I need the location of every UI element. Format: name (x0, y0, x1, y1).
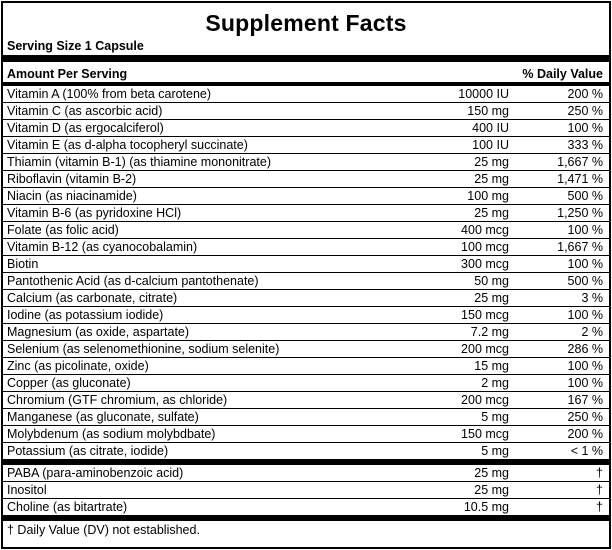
nutrient-amount: 2 mg (481, 376, 509, 390)
nutrient-name: Folate (as folic acid) (7, 223, 119, 237)
nutrient-amount: 25 mg (474, 483, 509, 497)
nutrient-amount: 25 mg (474, 291, 509, 305)
nutrient-amount: 100 mg (467, 189, 509, 203)
serving-size: Serving Size 1 Capsule (3, 39, 609, 62)
nutrient-amount: 150 mg (467, 104, 509, 118)
nutrient-daily-value: † (596, 483, 603, 497)
nutrient-name: Chromium (GTF chromium, as chloride) (7, 393, 228, 407)
footnote: † Daily Value (DV) not established. (7, 523, 200, 537)
table-row (3, 222, 609, 239)
nutrient-amount: 100 mcg (461, 240, 509, 254)
nutrient-name: PABA (para-aminobenzoic acid) (7, 466, 184, 480)
other-ingredients-list (3, 465, 609, 521)
nutrient-amount: 25 mg (474, 206, 509, 220)
nutrient-name: Calcium (as carbonate, citrate) (7, 291, 178, 305)
nutrient-amount: 25 mg (474, 172, 509, 186)
nutrient-amount: 25 mg (474, 155, 509, 169)
nutrient-amount: 100 IU (472, 138, 509, 152)
nutrient-name: Molybdenum (as sodium molybdbate) (7, 427, 216, 441)
nutrient-name: Vitamin B-12 (as cyanocobalamin) (7, 240, 198, 254)
table-row (3, 443, 609, 465)
nutrient-name: Manganese (as gluconate, sulfate) (7, 410, 199, 424)
nutrient-daily-value: 167 % (567, 393, 603, 407)
nutrient-daily-value: 100 % (567, 308, 603, 322)
nutrient-amount: 7.2 mg (470, 325, 509, 339)
nutrient-name: Vitamin D (as ergocalciferol) (7, 121, 164, 135)
nutrient-daily-value: † (596, 466, 603, 480)
daily-value-label: % Daily Value (522, 67, 603, 81)
nutrient-daily-value: 333 % (567, 138, 603, 152)
nutrient-amount: 150 mcg (461, 427, 509, 441)
nutrient-amount: 400 mcg (461, 223, 509, 237)
nutrient-name: Vitamin C (as ascorbic acid) (7, 104, 163, 118)
table-row (3, 86, 609, 103)
nutrient-amount: 400 IU (472, 121, 509, 135)
nutrient-daily-value: 1,667 % (557, 155, 603, 169)
table-row (3, 256, 609, 273)
nutrient-name: Thiamin (vitamin B-1) (as thiamine mononitrate) (7, 155, 271, 169)
nutrient-name: Riboflavin (vitamin B-2) (7, 172, 137, 186)
table-row (3, 205, 609, 222)
table-row (3, 358, 609, 375)
nutrient-daily-value: 1,667 % (557, 240, 603, 254)
nutrient-amount: 300 mcg (461, 257, 509, 271)
nutrient-amount: 5 mg (481, 410, 509, 424)
table-row (3, 307, 609, 324)
table-row (3, 188, 609, 205)
nutrient-daily-value: 2 % (581, 325, 603, 339)
table-row (3, 392, 609, 409)
nutrient-daily-value: 1,471 % (557, 172, 603, 186)
nutrient-daily-value: 100 % (567, 376, 603, 390)
nutrient-daily-value: 200 % (567, 87, 603, 101)
nutrient-name: Iodine (as potassium iodide) (7, 308, 164, 322)
nutrient-name: Niacin (as niacinamide) (7, 189, 137, 203)
nutrient-daily-value: 250 % (567, 410, 603, 424)
nutrient-amount: 150 mcg (461, 308, 509, 322)
table-row (3, 375, 609, 392)
nutrient-daily-value: 286 % (567, 342, 603, 356)
table-row (3, 273, 609, 290)
panel-title: Supplement Facts (205, 10, 407, 36)
nutrient-daily-value: 1,250 % (557, 206, 603, 220)
nutrient-name: Vitamin A (100% from beta carotene) (7, 87, 212, 101)
nutrient-daily-value: † (596, 500, 603, 514)
nutrient-amount: 200 mcg (461, 393, 509, 407)
nutrient-amount: 5 mg (481, 444, 509, 458)
nutrient-daily-value: 100 % (567, 121, 603, 135)
table-row (3, 465, 609, 482)
nutrient-name: Magnesium (as oxide, aspartate) (7, 325, 190, 339)
nutrient-amount: 50 mg (474, 274, 509, 288)
nutrient-name: Choline (as bitartrate) (7, 500, 128, 514)
nutrient-name: Zinc (as picolinate, oxide) (7, 359, 149, 373)
nutrient-amount: 200 mcg (461, 342, 509, 356)
nutrient-amount: 15 mg (474, 359, 509, 373)
nutrient-daily-value: 200 % (567, 427, 603, 441)
nutrient-name: Selenium (as selenomethionine, sodium selenite) (7, 342, 280, 356)
amount-per-serving-label: Amount Per Serving (7, 67, 128, 81)
table-row (3, 154, 609, 171)
nutrient-daily-value: 100 % (567, 223, 603, 237)
table-row (3, 103, 609, 120)
nutrient-daily-value: 100 % (567, 359, 603, 373)
nutrient-amount: 10000 IU (458, 87, 509, 101)
nutrient-name: Inositol (7, 483, 47, 497)
nutrient-name: Biotin (7, 257, 39, 271)
nutrient-name: Vitamin E (as d-alpha tocopheryl succinate) (7, 138, 248, 152)
table-row (3, 137, 609, 154)
table-row (3, 120, 609, 137)
nutrient-amount: 10.5 mg (463, 500, 509, 514)
nutrient-list (3, 86, 609, 465)
table-row (3, 290, 609, 307)
nutrient-amount: 25 mg (474, 466, 509, 480)
nutrient-daily-value: 500 % (567, 189, 603, 203)
table-row (3, 171, 609, 188)
table-row (3, 409, 609, 426)
supplement-facts-panel (1, 1, 611, 549)
nutrient-name: Copper (as gluconate) (7, 376, 131, 390)
nutrient-daily-value: 500 % (567, 274, 603, 288)
nutrient-daily-value: 100 % (567, 257, 603, 271)
nutrient-name: Pantothenic Acid (as d-calcium pantothenate) (7, 274, 259, 288)
nutrient-daily-value: < 1 % (570, 444, 603, 458)
nutrient-daily-value: 3 % (581, 291, 603, 305)
table-row (3, 426, 609, 443)
nutrient-name: Vitamin B-6 (as pyridoxine HCl) (7, 206, 182, 220)
table-row (3, 239, 609, 256)
table-row (3, 499, 609, 521)
table-row (3, 341, 609, 358)
nutrient-name: Potassium (as citrate, iodide) (7, 444, 169, 458)
table-row (3, 482, 609, 499)
column-header (3, 62, 609, 86)
table-row (3, 324, 609, 341)
nutrient-daily-value: 250 % (567, 104, 603, 118)
